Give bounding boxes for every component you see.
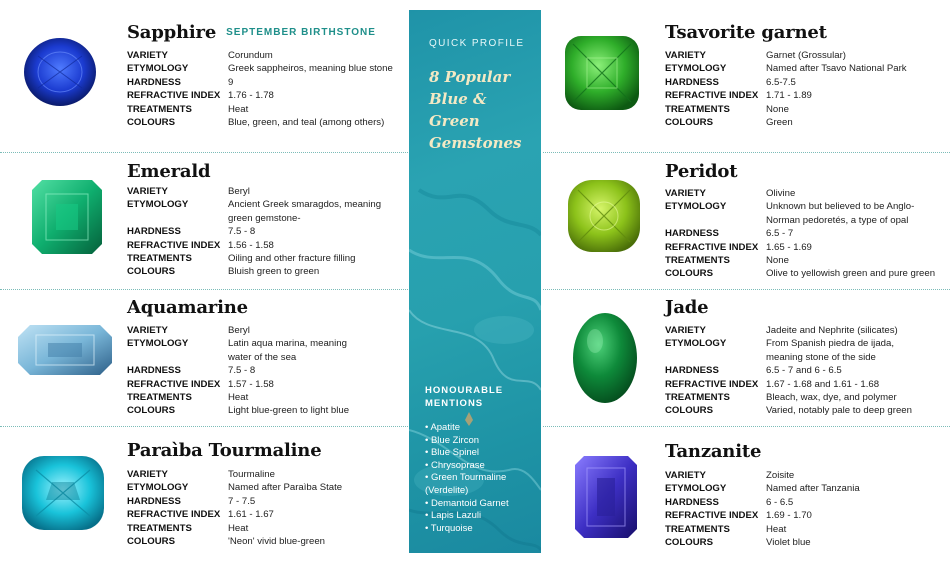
gem-sapphire	[0, 0, 408, 150]
gem-name: Emerald	[127, 161, 211, 182]
label-treatments: TREATMENTS	[127, 392, 192, 404]
honourable-mentions-list	[425, 422, 540, 535]
label-hardness: HARDNESS	[127, 76, 181, 88]
gem-properties	[127, 324, 349, 418]
value-treatments: Heat	[228, 103, 249, 115]
gem-name: Tanzanite	[665, 441, 762, 462]
value-refractive-index: 1.61 - 1.67	[228, 509, 274, 521]
label-colours: COLOURS	[127, 117, 175, 129]
gem-aquamarine	[0, 289, 408, 426]
list-item: • Blue Zircon	[425, 434, 480, 446]
label-colours: COLOURS	[127, 536, 175, 548]
gem-name: Aquamarine	[127, 297, 248, 318]
value-refractive-index: 1.65 - 1.69	[766, 241, 812, 253]
emerald-image	[32, 180, 102, 254]
value-hardness: 6.5-7.5	[766, 76, 796, 88]
jade-image	[573, 313, 637, 403]
label-variety: VARIETY	[665, 470, 706, 481]
value-etymology: Named after Tanzania	[766, 483, 860, 495]
aquamarine-image	[18, 325, 112, 375]
label-variety: VARIETY	[665, 188, 706, 199]
label-etymology: ETYMOLOGY	[127, 199, 189, 211]
label-variety: VARIETY	[127, 469, 168, 480]
birthstone-tag: SEPTEMBER BIRTHSTONE	[226, 27, 376, 38]
value-variety: Beryl	[228, 186, 250, 197]
label-etymology: ETYMOLOGY	[665, 201, 727, 213]
value-treatments: Heat	[228, 522, 249, 534]
value-variety: Corundum	[228, 50, 273, 61]
label-hardness: HARDNESS	[665, 496, 719, 508]
label-treatments: TREATMENTS	[665, 392, 730, 404]
value-etymology: Named after Tsavo National Park	[766, 63, 907, 75]
value-treatments: Heat	[766, 523, 787, 535]
label-treatments: TREATMENTS	[665, 523, 730, 535]
value-treatments: None	[766, 255, 789, 267]
label-refractive-index: REFRACTIVE INDEX	[665, 510, 759, 522]
label-hardness: HARDNESS	[665, 76, 719, 88]
label-refractive-index: REFRACTIVE INDEX	[127, 90, 221, 102]
gem-peridot	[543, 152, 950, 289]
label-refractive-index: REFRACTIVE INDEX	[127, 509, 221, 521]
label-refractive-index: REFRACTIVE INDEX	[665, 378, 759, 390]
panel-kicker: QUICK PROFILE	[429, 38, 525, 49]
value-variety: Tourmaline	[228, 469, 275, 480]
value-colours: Light blue-green to light blue	[228, 405, 350, 417]
tsavorite-image	[565, 36, 639, 110]
label-colours: COLOURS	[665, 268, 713, 280]
value-hardness: 9	[228, 76, 234, 88]
value-treatments: Heat	[228, 392, 249, 404]
list-item: • Blue Spinel	[425, 447, 480, 459]
value-hardness: 7 - 7.5	[228, 495, 256, 507]
gem-name-text: Sapphire	[127, 22, 217, 43]
label-treatments: TREATMENTS	[127, 103, 192, 115]
gem-properties	[127, 468, 342, 548]
value-colours: Bluish green to green	[228, 266, 320, 278]
list-item: • Lapis Lazuli	[425, 510, 482, 522]
value-treatments: None	[766, 103, 789, 115]
value-variety: Zoisite	[766, 470, 795, 481]
etymology-line: green gemstone-	[228, 212, 301, 224]
value-etymology	[766, 200, 914, 227]
value-colours: Green	[766, 117, 793, 129]
peridot-image	[568, 180, 640, 252]
label-hardness: HARDNESS	[127, 226, 181, 238]
label-refractive-index: REFRACTIVE INDEX	[127, 378, 221, 390]
gem-name: Peridot	[665, 161, 738, 182]
value-variety: Garnet (Grossular)	[766, 50, 846, 61]
label-hardness: HARDNESS	[665, 365, 719, 377]
label-etymology: ETYMOLOGY	[127, 63, 189, 75]
label-etymology: ETYMOLOGY	[127, 482, 189, 494]
value-colours: 'Neon' vivid blue-green	[228, 536, 325, 548]
etymology-line: Unknown but believed to be Anglo-	[766, 201, 915, 213]
etymology-line: water of the sea	[228, 351, 297, 363]
value-hardness: 7.5 - 8	[228, 226, 256, 238]
label-treatments: TREATMENTS	[127, 253, 192, 265]
gem-properties	[127, 49, 393, 129]
label-colours: COLOURS	[665, 537, 713, 549]
value-colours: Varied, notably pale to deep green	[766, 405, 912, 417]
label-colours: COLOURS	[127, 266, 175, 278]
label-variety: VARIETY	[127, 50, 168, 61]
gem-emerald	[0, 152, 408, 289]
list-item: • Demantoid Garnet	[425, 497, 509, 509]
honourable-mentions-heading: HONOURABLE MENTIONS	[425, 385, 504, 409]
value-colours: Blue, green, and teal (among others)	[228, 117, 385, 129]
label-treatments: TREATMENTS	[665, 255, 730, 267]
gem-properties	[665, 469, 860, 549]
etymology-line: meaning stone of the side	[766, 351, 876, 363]
label-refractive-index: REFRACTIVE INDEX	[665, 241, 759, 253]
gem-tanzanite	[543, 426, 950, 565]
list-item: • Green Tourmaline	[425, 472, 507, 484]
gem-properties	[665, 49, 907, 129]
list-item: (Verdelite)	[425, 484, 469, 496]
panel-title: 8 Popular Blue & Green Gemstones	[429, 68, 522, 152]
value-variety: Olivine	[766, 188, 796, 199]
value-etymology	[228, 198, 381, 225]
label-variety: VARIETY	[127, 186, 168, 197]
label-etymology: ETYMOLOGY	[665, 63, 727, 75]
etymology-line: From Spanish piedra de ijada,	[766, 338, 894, 350]
value-treatments: Bleach, wax, dye, and polymer	[766, 392, 897, 404]
value-refractive-index: 1.56 - 1.58	[228, 239, 274, 251]
etymology-line: Ancient Greek smaragdos, meaning	[228, 199, 382, 211]
list-item: • Turquoise	[425, 522, 473, 534]
list-item: • Chrysoprase	[425, 459, 485, 471]
gem-jade	[543, 289, 950, 426]
value-colours: Violet blue	[766, 537, 811, 549]
label-hardness: HARDNESS	[127, 365, 181, 377]
value-variety: Jadeite and Nephrite (silicates)	[766, 325, 898, 336]
list-item: • Apatite	[425, 422, 461, 433]
value-treatments: Oiling and other fracture filling	[228, 253, 356, 265]
gem-properties	[665, 187, 935, 281]
label-hardness: HARDNESS	[665, 228, 719, 240]
value-refractive-index: 1.57 - 1.58	[228, 378, 274, 390]
value-hardness: 6.5 - 7 and 6 - 6.5	[766, 365, 842, 377]
label-etymology: ETYMOLOGY	[665, 338, 727, 350]
etymology-line: Latin aqua marina, meaning	[228, 338, 347, 350]
label-refractive-index: REFRACTIVE INDEX	[665, 90, 759, 102]
value-variety: Beryl	[228, 325, 250, 336]
etymology-line: Norman pedoretés, a type of opal	[766, 214, 909, 226]
gem-properties	[665, 324, 912, 418]
gem-name	[127, 22, 376, 43]
label-etymology: ETYMOLOGY	[665, 483, 727, 495]
value-hardness: 7.5 - 8	[228, 365, 256, 377]
value-hardness: 6.5 - 7	[766, 228, 794, 240]
label-refractive-index: REFRACTIVE INDEX	[127, 239, 221, 251]
label-variety: VARIETY	[665, 325, 706, 336]
label-colours: COLOURS	[665, 117, 713, 129]
value-etymology: Named after Paraìba State	[228, 482, 343, 494]
sapphire-image	[22, 36, 98, 108]
value-refractive-index: 1.71 - 1.89	[766, 90, 812, 102]
value-etymology	[766, 337, 894, 364]
paraiba-image	[22, 456, 104, 530]
gem-name: Tsavorite garnet	[665, 22, 827, 43]
label-colours: COLOURS	[127, 405, 175, 417]
value-refractive-index: 1.67 - 1.68 and 1.61 - 1.68	[766, 378, 880, 390]
gem-name: Paraìba Tourmaline	[127, 440, 322, 461]
value-etymology: Greek sappheiros, meaning blue stone	[228, 63, 393, 75]
value-hardness: 6 - 6.5	[766, 496, 794, 508]
quick-profile-panel	[409, 10, 541, 553]
label-colours: COLOURS	[665, 405, 713, 417]
label-treatments: TREATMENTS	[665, 103, 730, 115]
label-variety: VARIETY	[665, 50, 706, 61]
tanzanite-image	[575, 456, 637, 538]
value-etymology	[228, 337, 347, 364]
label-hardness: HARDNESS	[127, 495, 181, 507]
gem-paraiba-tourmaline	[0, 426, 408, 565]
value-refractive-index: 1.76 - 1.78	[228, 90, 274, 102]
gem-tsavorite-garnet	[543, 0, 950, 152]
label-variety: VARIETY	[127, 325, 168, 336]
label-etymology: ETYMOLOGY	[127, 338, 189, 350]
label-treatments: TREATMENTS	[127, 522, 192, 534]
gem-properties	[127, 185, 381, 279]
value-colours: Olive to yellowish green and pure green	[766, 268, 936, 280]
gem-name: Jade	[665, 297, 709, 318]
value-refractive-index: 1.69 - 1.70	[766, 510, 812, 522]
